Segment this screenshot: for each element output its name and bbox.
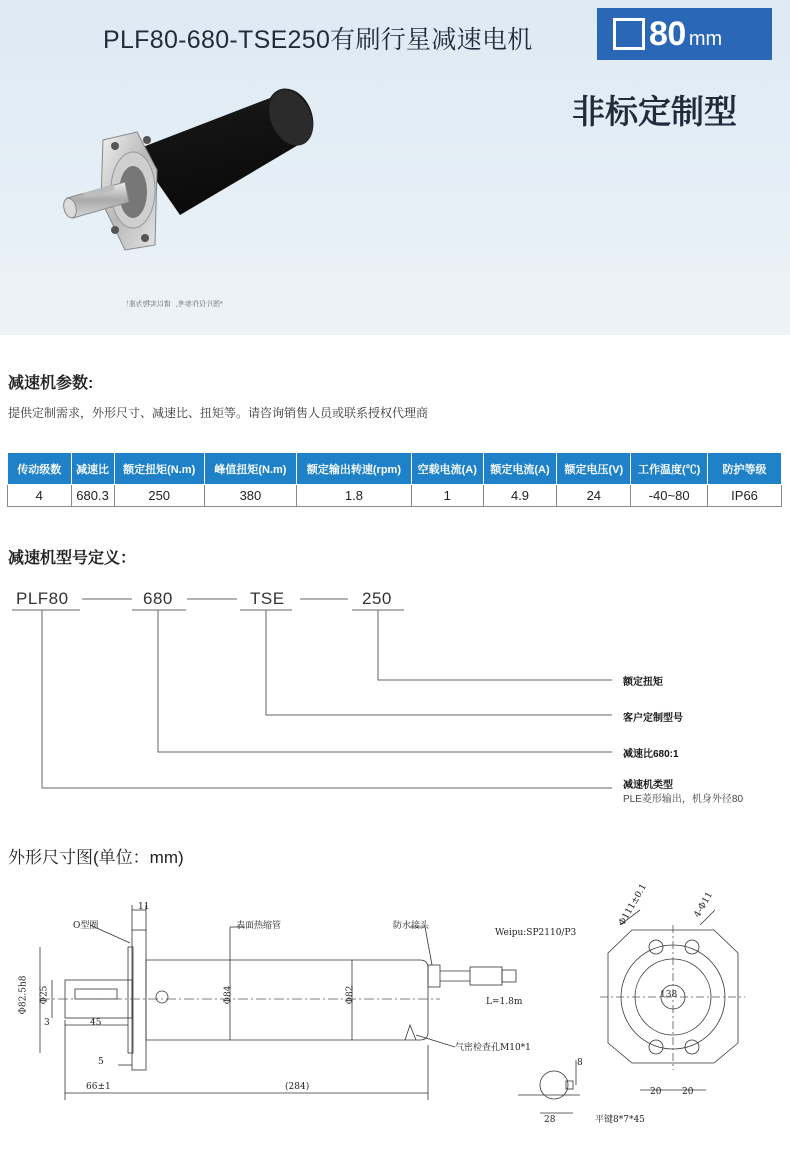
dim-label-phi84: Φ84 — [223, 985, 234, 1005]
model-definition-diagram — [0, 580, 790, 800]
dimensions-title: 外形尺寸图(单位：mm) — [8, 848, 184, 867]
table-header-cell: 额定电流(A) — [483, 453, 557, 485]
label-reducer-type-desc: PLE菱形输出，机身外径80 — [623, 794, 744, 805]
dim-label-3: 3 — [44, 1018, 50, 1028]
image-disclaimer: *图片仅作参考，请以实物为准！ — [122, 301, 223, 308]
table-header-row — [8, 453, 782, 485]
dim-label-heat-shrink: 表面热缩管 — [236, 921, 282, 931]
table-header-cell: 额定电压(V) — [557, 453, 631, 485]
table-header-cell: 工作温度(℃) — [631, 453, 708, 485]
table-cell: 380 — [204, 485, 296, 507]
table-cell: IP66 — [708, 485, 782, 507]
table-row — [8, 485, 782, 507]
table-header-cell: 额定扭矩(N.m) — [114, 453, 204, 485]
dim-label-air-hole: 气密检查孔M10*1 — [455, 1043, 531, 1053]
size-number: 80 — [649, 14, 686, 53]
label-rated-torque: 额定扭矩 — [623, 677, 663, 688]
reducer-params-description: 提供定制需求，外形尺寸、减速比、扭矩等。请咨询销售人员或联系授权代理商 — [8, 406, 429, 420]
dim-label-phi82: Φ82 — [345, 985, 356, 1005]
dim-label-5: 5 — [98, 1057, 104, 1067]
dim-label-4-holes: 4-Φ11 — [692, 890, 716, 920]
table-header-cell: 防护等级 — [708, 453, 782, 485]
dim-label-o-ring: O型圈 — [73, 921, 99, 931]
table-cell: 1.8 — [297, 485, 412, 507]
dim-label-284: (284) — [285, 1082, 310, 1092]
table-header-cell: 峰值扭矩(N.m) — [204, 453, 296, 485]
product-title: PLF80-680-TSE250有刷行星减速电机 — [103, 26, 533, 54]
model-segment-torque: 250 — [362, 589, 392, 608]
dim-label-cable-length: L=1.8m — [486, 997, 523, 1007]
table-header-cell: 减速比 — [71, 453, 114, 485]
label-custom-model: 客户定制型号 — [623, 713, 683, 724]
table-cell: 1 — [411, 485, 483, 507]
reducer-params-title: 减速机参数: — [8, 375, 94, 392]
spec-table — [7, 452, 782, 507]
dim-label-11: 11 — [138, 902, 150, 912]
dim-label-138: 138 — [660, 990, 678, 1000]
hero-banner — [0, 0, 790, 335]
dim-label-20b: 20 — [682, 1087, 694, 1097]
product-subtitle: 非标定制型 — [572, 93, 737, 130]
dim-label-phi111: Φ111±0.1 — [617, 882, 650, 928]
dim-label-phi82-tol: Φ82.5h8 — [18, 975, 29, 1015]
square-icon — [613, 18, 645, 50]
table-cell: 24 — [557, 485, 631, 507]
table-cell: 4.9 — [483, 485, 557, 507]
dim-label-28: 28 — [544, 1115, 556, 1125]
size-badge — [597, 8, 772, 60]
dim-label-flat-key: 平键8*7*45 — [595, 1115, 645, 1125]
label-reducer-type: 减速机类型 — [623, 780, 673, 791]
table-cell: 680.3 — [71, 485, 114, 507]
dim-label-45: 45 — [90, 1018, 102, 1028]
dim-label-connector: Weipu:SP2110/P3 — [495, 928, 577, 938]
label-reduction-ratio: 减速比680:1 — [623, 749, 679, 760]
table-cell: -40~80 — [631, 485, 708, 507]
motor-product-image — [55, 80, 325, 280]
dim-label-waterproof: 防水接头 — [393, 921, 430, 931]
table-header-cell: 额定输出转速(rpm) — [297, 453, 412, 485]
model-segment-ratio: 680 — [143, 589, 173, 608]
dim-label-phi25: Φ25 — [39, 985, 50, 1005]
size-unit: mm — [688, 27, 723, 50]
dim-label-8: 8 — [577, 1058, 583, 1068]
table-header-cell: 传动级数 — [8, 453, 72, 485]
model-segment-custom: TSE — [250, 589, 285, 608]
table-cell: 4 — [8, 485, 72, 507]
dim-label-66: 66±1 — [86, 1082, 111, 1092]
model-segment-series: PLF80 — [16, 589, 69, 608]
dim-label-20a: 20 — [650, 1087, 662, 1097]
table-cell: 250 — [114, 485, 204, 507]
table-header-cell: 空载电流(A) — [411, 453, 483, 485]
model-definition-title: 减速机型号定义： — [8, 550, 137, 567]
